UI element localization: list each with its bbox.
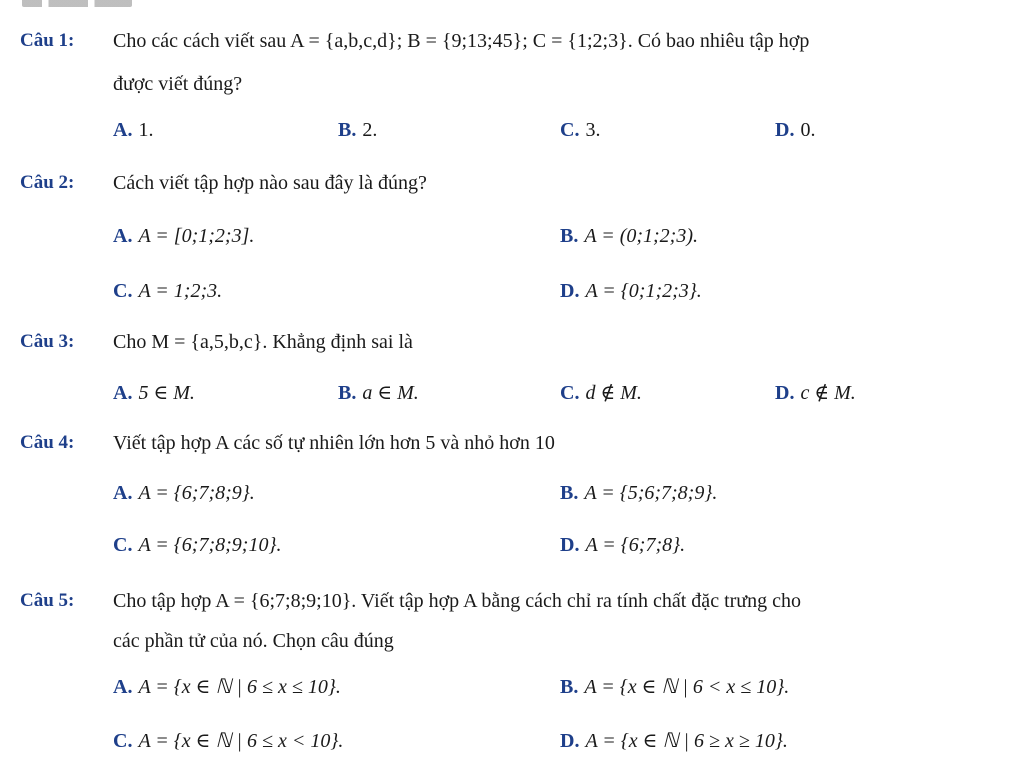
option-letter: D.	[775, 119, 795, 141]
option-text: A = {6;7;8}.	[585, 534, 686, 556]
option-letter: A.	[113, 225, 133, 247]
option-text: c ∉ M.	[800, 382, 856, 404]
option-text: A = {6;7;8;9}.	[138, 482, 255, 504]
question-3-label: Câu 3:	[20, 331, 75, 352]
question-2-option-c[interactable]	[113, 280, 222, 303]
option-letter: A.	[113, 119, 133, 141]
option-letter: C.	[560, 119, 580, 141]
option-letter: B.	[338, 119, 357, 141]
option-letter: B.	[560, 482, 579, 504]
option-letter: C.	[113, 280, 133, 302]
question-1-text: Cho các cách viết sau A = {a,b,c,d}; B = {9;13;45}; C = {1;2;3}. Có bao nhiêu tập hợp	[113, 30, 810, 52]
option-letter: B.	[338, 382, 357, 404]
question-1-text-line2: được viết đúng?	[113, 73, 243, 95]
option-text: d ∉ M.	[585, 382, 642, 404]
question-4-option-b[interactable]	[560, 482, 717, 505]
option-letter: A.	[113, 482, 133, 504]
question-5-label: Câu 5:	[20, 590, 75, 611]
question-4-text: Viết tập hợp A các số tự nhiên lớn hơn 5 và nhỏ hơn 10	[113, 432, 555, 454]
option-text: 3.	[585, 119, 601, 141]
option-text: A = [0;1;2;3].	[138, 225, 255, 247]
question-3-option-b[interactable]	[338, 380, 419, 405]
question-1-option-a[interactable]	[113, 119, 153, 142]
option-letter: D.	[775, 382, 795, 404]
option-text: A = {6;7;8;9;10}.	[138, 534, 282, 556]
question-2-option-b[interactable]	[560, 225, 698, 248]
question-5-option-a[interactable]	[113, 674, 341, 699]
option-letter: D.	[560, 280, 580, 302]
option-text: A = {x ∈ ℕ | 6 ≥ x ≥ 10}.	[585, 730, 788, 752]
question-4-label: Câu 4:	[20, 432, 75, 453]
option-letter: C.	[560, 382, 580, 404]
option-text: 0.	[800, 119, 816, 141]
question-3-text: Cho M = {a,5,b,c}. Khẳng định sai là	[113, 331, 413, 353]
question-2-text: Cách viết tập hợp nào sau đây là đúng?	[113, 172, 427, 194]
option-letter: B.	[560, 225, 579, 247]
question-5-text: Cho tập hợp A = {6;7;8;9;10}. Viết tập hợp A bằng cách chỉ ra tính chất đặc trưng cho	[113, 590, 801, 612]
question-5-option-b[interactable]	[560, 674, 789, 699]
option-text: 2.	[362, 119, 378, 141]
question-4-option-c[interactable]	[113, 534, 281, 557]
option-text: a ∈ M.	[362, 382, 419, 404]
option-letter: C.	[113, 730, 133, 752]
option-letter: C.	[113, 534, 133, 556]
option-text: A = {x ∈ ℕ | 6 ≤ x ≤ 10}.	[138, 676, 341, 698]
option-text: A = 1;2;3.	[138, 280, 223, 302]
question-4-option-d[interactable]	[560, 534, 685, 557]
option-letter: A.	[113, 676, 133, 698]
question-1-option-d[interactable]	[775, 119, 815, 142]
question-2-option-a[interactable]	[113, 225, 254, 248]
option-letter: B.	[560, 676, 579, 698]
option-text: A = {0;1;2;3}.	[585, 280, 702, 302]
question-1-option-b[interactable]	[338, 119, 377, 142]
question-3-option-d[interactable]	[775, 380, 856, 405]
question-3-option-c[interactable]	[560, 380, 642, 405]
question-5-text-line2: các phần tử của nó. Chọn câu đúng	[113, 630, 394, 652]
question-2-option-d[interactable]	[560, 280, 702, 303]
question-1-option-c[interactable]	[560, 119, 600, 142]
option-letter: D.	[560, 534, 580, 556]
question-3-option-a[interactable]	[113, 380, 195, 405]
question-5-option-c[interactable]	[113, 728, 343, 753]
cropped-header-fragment	[22, 0, 132, 7]
option-text: A = (0;1;2;3).	[584, 225, 698, 247]
option-letter: A.	[113, 382, 133, 404]
question-2-label: Câu 2:	[20, 172, 75, 193]
question-5-option-d[interactable]	[560, 728, 788, 753]
option-text: 1.	[138, 119, 154, 141]
option-text: A = {x ∈ ℕ | 6 < x ≤ 10}.	[584, 676, 790, 698]
option-letter: D.	[560, 730, 580, 752]
question-4-option-a[interactable]	[113, 482, 255, 505]
option-text: A = {x ∈ ℕ | 6 ≤ x < 10}.	[138, 730, 344, 752]
option-text: A = {5;6;7;8;9}.	[584, 482, 718, 504]
question-1-label: Câu 1:	[20, 30, 75, 51]
option-text: 5 ∈ M.	[138, 382, 195, 404]
